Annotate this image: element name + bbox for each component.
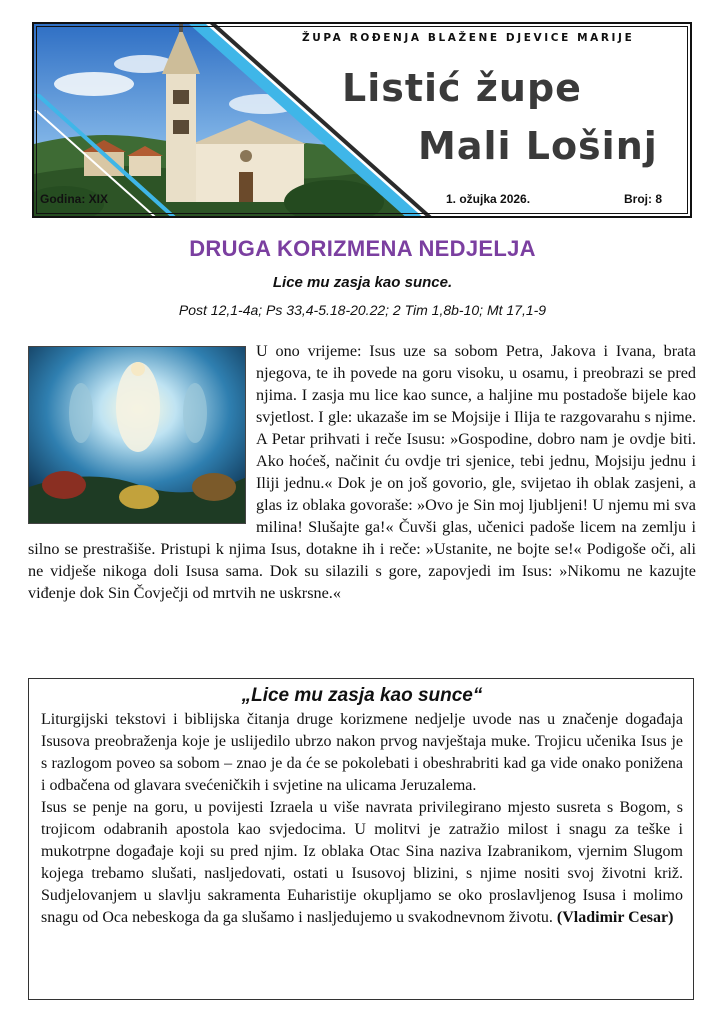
newsletter-title-line2: Mali Lošinj	[418, 124, 658, 168]
reflection-paragraph-2	[41, 797, 683, 929]
reflection-title: „Lice mu zasja kao sunce“	[241, 685, 483, 706]
header-inner-frame	[36, 26, 688, 214]
parish-name: ŽUPA ROĐENJA BLAŽENE DJEVICE MARIJE	[302, 32, 635, 44]
reflection-paragraph-2-text: Isus se penje na goru, u povijesti Izraela u više navrata privilegirano mjesto susreta s Bogom, s trojicom odabranih apostola kao svjedocima. U molitvi je zatražio milost i snagu za teške i mukotrpne događaje koji su pred njim. Iz oblaka Otac Sina naziva Izabranikom, vjernim Slugom kojega trebamo slušati, nasljedovati, ostati u Isusovoj blizini, s njime nositi svoj životni križ. Sudjelovanjem u slavlju sakramenta Euharistije okupljamo se oko proslavljenog Isusa i molimo snagu od Oca nebeskoga da ga slušamo i nasljedujemo u svakodnevnom životu.	[41, 799, 683, 926]
scripture-readings: Post 12,1-4a; Ps 33,4-5.18-20.22; 2 Tim 1,8b-10; Mt 17,1-9	[178, 302, 547, 318]
reflection-author: (Vladimir Cesar)	[556, 909, 674, 926]
sunday-title: DRUGA KORIZMENA NEDJELJA	[189, 236, 536, 261]
gospel-passage	[28, 340, 696, 604]
image-spacer	[28, 340, 256, 538]
issue-number: Broj: 8	[624, 192, 663, 206]
reflection-paragraph-1: Liturgijski tekstovi i biblijska čitanja druge korizmene nedjelje uvode nas u značenje događaja Isusova preobraženja koje je uslijedilo ubrzo nakon prvog navještaja muke. Trojicu učenika Isus je s razlogom poveo sa sobom – znao je da će se pokolebati i obeshrabriti kad ga vide onako ponižena i odbačena od glavara svećeničkih i svjetine na ulicama Jeruzalema.	[41, 711, 683, 794]
reflection-box	[28, 678, 694, 1000]
sunday-subtitle: Lice mu zasja kao sunce.	[272, 274, 453, 291]
volume-year: Godina: XIX	[40, 192, 109, 206]
gospel-text: U ono vrijeme: Isus uze sa sobom Petra, Jakova i Ivana, brata njegova, te ih povede na goru visoku, u osamu, i preobrazi se pred njima. I zasja mu lice kao sunce, a haljine mu postadoše bijele kao svjetlost. I gle: ukazaše im se Mojsije i Ilija te razgovarahu s njime. A Petar prihvati i reče Isusu: »Gospodine, dobro nam je ovdje biti. Ako hoćeš, načinit ću ovdje tri sjenice, tebi jednu, Mojsiju jednu i Iliji jednu.« Dok je on još govorio, gle, svijetao ih oblak zasjeni, a glas iz oblaka govoraše: »Ovo je Sin moj ljubljeni! U njemu mi sva milina! Slušajte ga!« Čuvši glas, učenici padoše licem na zemlju i silno se prestrašiše. Pristupi k njima Isus, dotakne ih i reče: »Ustanite, ne bojte se!« Podigoše oči, ali ne vidješe nikoga doli Isusa sama. Dok su silazili s gore, zapovjedi im Isus: »Nikomu ne kazujte viđenje dok Sin Čovječji od mrtvih ne uskrsne.«	[28, 342, 696, 602]
issue-date: 1. ožujka 2026.	[446, 192, 531, 206]
newsletter-title-line1: Listić župe	[342, 66, 582, 110]
